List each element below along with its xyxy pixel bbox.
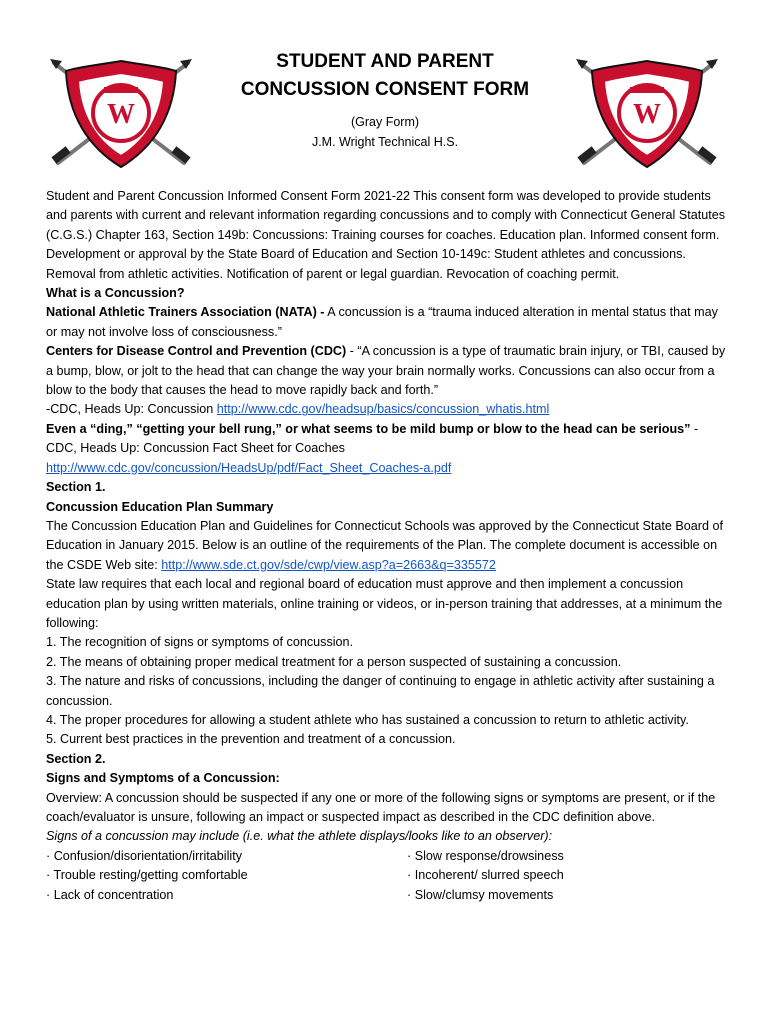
nata-text: A concussion is a “trauma induced alteration in mental status that may or may not involve loss of consciousness.” bbox=[46, 305, 718, 339]
list-item: · Slow response/drowsiness bbox=[407, 848, 564, 863]
section1-text: The Concussion Education Plan and Guidelines for Connecticut Schools was approved by the Connecticut State Board of Education in January 2015. Below is an outline of the requirements of the Plan. The complete document is accessible on the CSDE Web site: bbox=[46, 518, 723, 572]
section1-label: Section 1. bbox=[46, 480, 106, 495]
cdc-source bbox=[46, 400, 728, 419]
signs-left-column bbox=[46, 847, 407, 905]
nata-definition bbox=[46, 303, 728, 342]
list-item: 1. The recognition of signs or symptoms of concussion. bbox=[46, 635, 354, 650]
list-item: 3. The nature and risks of concussions, including the danger of continuing to engage in athletic activity after sustaining a concussion. bbox=[46, 674, 715, 708]
section2-label: Section 2. bbox=[46, 751, 106, 766]
what-is-heading: What is a Concussion? bbox=[46, 286, 185, 301]
intro-paragraph: Student and Parent Concussion Informed Consent Form 2021-22 This consent form was developed to provide students and parents with current and relevant information regarding concussions and to comply with Connecticut General Statutes (C.G.S.) Chapter 163, Section 149b: Concussions: Training courses for coaches. Education plan. Informed consent form. Development or approval by the State Board of Education and Section 10-149c: Student athletes and concussions. Removal from athletic activities. Notification of parent or legal guardian. Revocation of coaching permit. bbox=[46, 189, 726, 281]
nata-label: National Athletic Trainers Association (NATA) - bbox=[46, 305, 325, 320]
cdc-factsheet-link[interactable]: http://www.cdc.gov/concussion/HeadsUp/pdf/Fact_Sheet_Coaches-a.pdf bbox=[46, 460, 452, 475]
form-body bbox=[46, 187, 728, 905]
form-title-line1: STUDENT AND PARENT bbox=[276, 51, 494, 72]
section2-heading: Signs and Symptoms of a Concussion: bbox=[46, 771, 280, 786]
list-item: · Lack of concentration bbox=[46, 887, 174, 902]
section2-overview: Overview: A concussion should be suspected if any one or more of the following signs or symptoms are present, or if the coach/evaluator is unsure, following an impact or suspected impact as described in the CDC definition above. bbox=[46, 790, 716, 824]
list-item: · Slow/clumsy movements bbox=[407, 887, 554, 902]
signs-heading: Signs of a concussion may include (i.e. what the athlete displays/looks like to an observer): bbox=[46, 829, 553, 844]
cdc-whatis-link[interactable]: http://www.cdc.gov/headsup/basics/concussion_whatis.html bbox=[216, 402, 550, 417]
cdc-source-text: -CDC, Heads Up: Concussion bbox=[46, 402, 217, 417]
ding-link-line bbox=[46, 459, 728, 478]
csde-link[interactable]: http://www.sde.ct.gov/sde/cwp/view.asp?a=2663&q=335572 bbox=[161, 557, 496, 572]
ding-source: -CDC, Heads Up: Concussion Fact Sheet for Coaches bbox=[46, 421, 699, 456]
section1-paragraph bbox=[46, 517, 728, 575]
list-item: 2. The means of obtaining proper medical treatment for a person suspected of sustaining a concussion. bbox=[46, 654, 622, 669]
list-item: 5. Current best practices in the prevention and treatment of a concussion. bbox=[46, 732, 456, 747]
list-item: · Confusion/disorientation/irritability bbox=[46, 848, 242, 863]
form-header bbox=[180, 48, 590, 152]
section1-heading: Concussion Education Plan Summary bbox=[46, 499, 274, 514]
form-subtitle: (Gray Form) bbox=[350, 115, 420, 129]
list-item: · Trouble resting/getting comfortable bbox=[46, 868, 248, 883]
svg-text:W: W bbox=[107, 99, 135, 130]
form-title-line2: CONCUSSION CONSENT FORM bbox=[240, 79, 530, 100]
section1-paragraph2: State law requires that each local and regional board of education must approve and then implement a concussion education plan by using written materials, online training or videos, or in-person training that addresses, at a minimum the following: bbox=[46, 577, 723, 630]
school-name: J.M. Wright Technical H.S. bbox=[311, 135, 459, 149]
ding-quote-bold: Even a “ding,” “getting your bell rung,” or what seems to be mild bump or blow to the head can be serious” bbox=[46, 421, 691, 436]
ding-quote bbox=[46, 420, 728, 459]
cdc-text: - “A concussion is a type of traumatic brain injury, or TBI, caused by a bump, blow, or jolt to the head that can change the way your brain normally works. Concussions can also occur from a blow to the body that causes the head to move rapidly back and forth.” bbox=[46, 344, 726, 398]
list-item: · Incoherent/ slurred speech bbox=[407, 868, 564, 883]
list-item: 4. The proper procedures for allowing a student athlete who has sustained a concussion to return to athletic activity. bbox=[46, 712, 689, 727]
school-logo-right bbox=[572, 55, 722, 173]
cdc-label: Centers for Disease Control and Prevention (CDC) bbox=[46, 344, 347, 359]
svg-text:W: W bbox=[633, 99, 661, 130]
signs-list bbox=[46, 847, 728, 905]
cdc-definition bbox=[46, 342, 728, 400]
signs-right-column bbox=[407, 847, 728, 905]
school-logo-left bbox=[46, 55, 196, 173]
